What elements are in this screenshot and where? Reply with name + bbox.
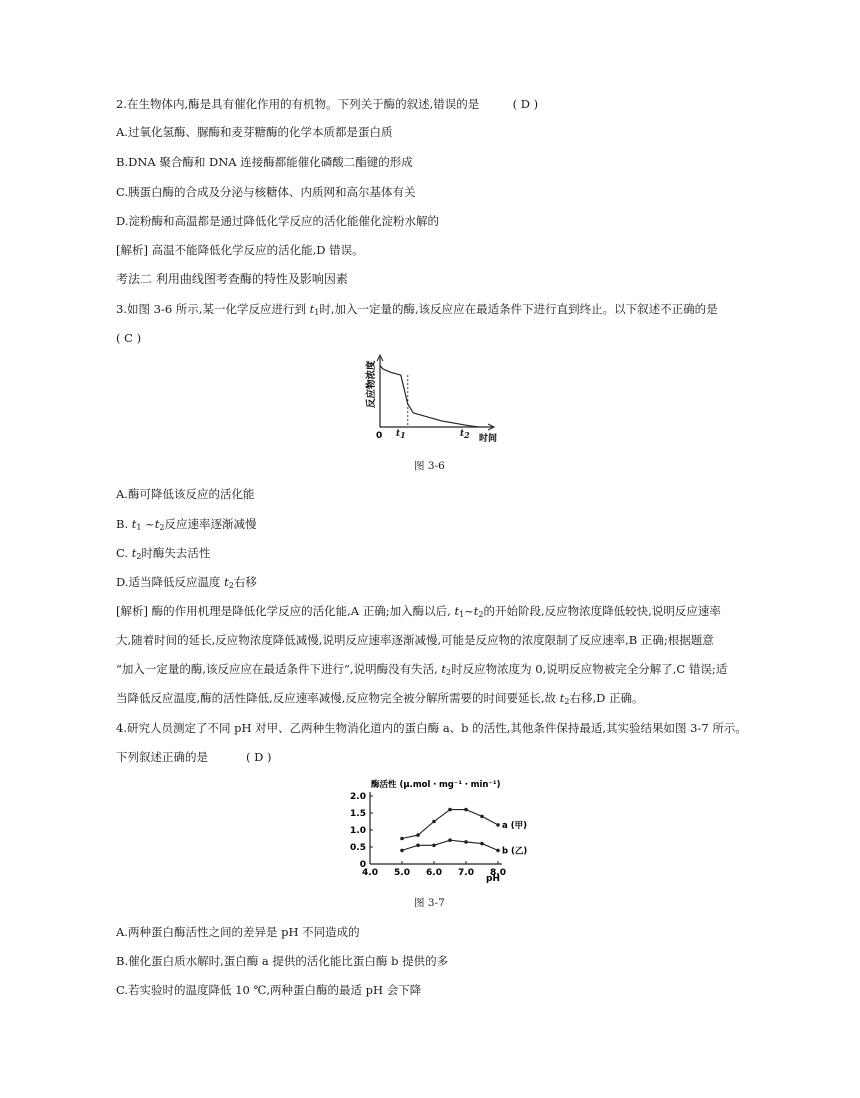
q3-option-d: D.适当降低反应温度 $t_2$右移 <box>116 575 257 590</box>
figure-3-7-caption: 图 3-7 <box>414 897 445 909</box>
q3-t1: t <box>309 302 315 316</box>
q3-analysis-line-1: [解析] 酶的作用机理是降低化学反应的活化能,A 正确;加入酶以后, $t_1\sim t_2$的开始阶段,反应物浓度降低较快,说明反应速率 <box>116 604 721 619</box>
fig37-point-a <box>464 808 468 812</box>
q4-option-b: B.催化蛋白质水解时,蛋白酶 a 提供的活化能比蛋白酶 b 提供的多 <box>116 954 449 968</box>
fig37-ticks <box>350 792 506 878</box>
figure-3-6 <box>360 353 508 447</box>
fig37-point-b <box>464 840 468 844</box>
fig37-ylabel: 酶活性 (μ.mol・mg⁻¹・min⁻¹) <box>371 780 501 790</box>
fig37-point-a <box>432 820 436 824</box>
fig37-point-a <box>448 808 452 812</box>
q3-analysis-line-2: 大,随着时间的延长,反应物浓度降低减慢,说明反应速率逐渐减慢,可能是反应物的浓度限制了反应速率,B 正确;根据题意 <box>116 633 714 647</box>
fig37-point-a <box>496 823 500 827</box>
fig37-series-line-a <box>402 810 498 839</box>
q2-analysis: [解析] 高温不能降低化学反应的活化能,D 错误。 <box>116 243 364 257</box>
q3-option-a: A.酶可降低该反应的活化能 <box>116 487 255 501</box>
q4-option-c: C.若实验时的温度降低 10 ℃,两种蛋白酶的最适 pH 会下降 <box>116 983 422 997</box>
q4-stem-line-2: 下列叙述正确的是 ( D ) <box>116 750 272 764</box>
fig37-axes <box>370 792 502 864</box>
q2-stem: 2.在生物体内,酶是具有催化作用的有机物。下列关于酶的叙述,错误的是 <box>116 97 480 111</box>
fig37-xtick-label: 8.0 <box>490 868 506 878</box>
fig37-point-a <box>416 833 420 837</box>
fig37-point-b <box>432 844 436 848</box>
fig36-series-line <box>380 365 479 427</box>
q3-option-b: B. $t_1$ $\sim t_2$反应速率逐渐减慢 <box>116 517 257 532</box>
fig37-ytick-label: 0.5 <box>350 843 366 853</box>
q2-stem-line <box>116 96 538 112</box>
q2-answer: ( D ) <box>512 97 539 111</box>
fig36-xtick-0: 0 <box>376 431 383 441</box>
fig37-xtick-label: 4.0 <box>362 868 378 878</box>
q3-stem-part2: 时,加入一定量的酶,该反应应在最适条件下进行直到终止。以下叙述不正确的是 <box>319 302 718 316</box>
fig37-series-label-a: a (甲) <box>502 820 527 831</box>
q3-analysis-line-3: “加入一定量的酶,该反应应在最适条件下进行”,说明酶没有失活, $t_2$时反应物浓度为 0,说明反应物被完全分解了,C 错误;适 <box>116 662 728 677</box>
figure-3-7 <box>340 774 528 884</box>
q2-option-c: C.胰蛋白酶的合成及分泌与核糖体、内质网和高尔基体有关 <box>116 185 416 199</box>
fig37-point-a <box>400 837 404 841</box>
fig36-xlabel: 时间 <box>479 434 498 444</box>
q4-stem-line-1: 4.研究人员测定了不同 pH 对甲、乙两种生物消化道内的蛋白酶 a、b 的活性,其他条件保持最适,其实验结果如图 3-7 所示。 <box>116 721 747 735</box>
fig37-point-b <box>480 842 484 846</box>
fig37-xtick-label: 6.0 <box>426 868 442 878</box>
fig37-series <box>400 808 527 857</box>
fig37-point-b <box>496 849 500 853</box>
fig37-xtick-label: 7.0 <box>458 868 474 878</box>
fig37-xlabel: pH <box>486 874 500 884</box>
fig37-ytick-label: 1.5 <box>350 809 366 819</box>
q2-option-b: B.DNA 聚合酶和 DNA 连接酶都能催化磷酸二酯键的形成 <box>116 155 413 169</box>
fig36-tick-t2: t2 <box>460 429 470 440</box>
q3-option-c: C. $t_2$时酶失去活性 <box>116 546 211 561</box>
q3-analysis-line-4: 当降低反应温度,酶的活性降低,反应速率减慢,反应物完全被分解所需要的时间要延长,故 $t_2$右移,D 正确。 <box>116 691 644 706</box>
fig36-curve <box>380 365 479 427</box>
fig36-ylabel: 反应物浓度 <box>366 360 377 408</box>
fig37-ytick-label: 0 <box>359 860 366 870</box>
q3-answer: ( C ) <box>116 331 142 345</box>
fig37-ytick-label: 2.0 <box>350 792 366 802</box>
q4-option-a: A.两种蛋白酶活性之间的差异是 pH 不同造成的 <box>116 925 360 939</box>
q3-stem <box>116 301 718 321</box>
fig37-ytick-label: 1.0 <box>350 826 366 836</box>
fig37-point-a <box>480 815 484 819</box>
fig37-xtick-label: 5.0 <box>394 868 410 878</box>
section-heading: 考法二 利用曲线图考查酶的特性及影响因素 <box>116 272 348 286</box>
fig37-point-b <box>400 849 404 853</box>
q2-option-d: D.淀粉酶和高温都是通过降低化学反应的活化能催化淀粉水解的 <box>116 214 439 228</box>
q3-stem-part1: 3.如图 3-6 所示,某一化学反应进行到 <box>116 302 310 316</box>
fig37-series-label-b: b (乙) <box>502 846 528 857</box>
figure-3-6-caption: 图 3-6 <box>414 460 445 472</box>
fig37-point-b <box>416 844 420 848</box>
q2-option-a: A.过氧化氢酶、脲酶和麦芽糖酶的化学本质都是蛋白质 <box>116 125 393 139</box>
fig36-tick-t1: t1 <box>396 429 406 440</box>
fig37-point-b <box>448 838 452 842</box>
q3-t1-sub: 1 <box>314 308 320 317</box>
